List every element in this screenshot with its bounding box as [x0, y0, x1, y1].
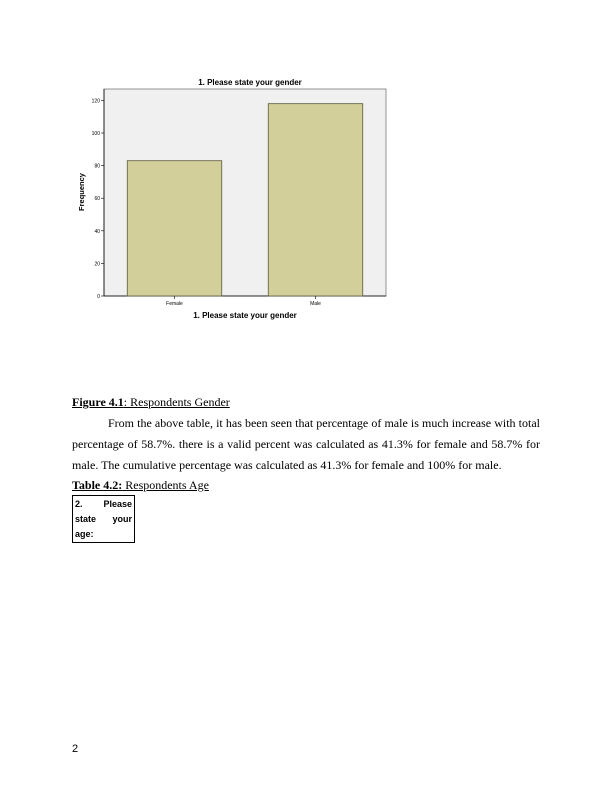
table-row — [75, 527, 132, 542]
figure-label: Figure 4.1 — [72, 395, 124, 409]
table-word: state — [75, 514, 97, 524]
table-row — [75, 512, 132, 527]
x-ticks — [166, 296, 321, 307]
y-axis-label: Frequency — [77, 173, 86, 211]
x-tick-label: Female — [166, 301, 183, 307]
chart-title: 1. Please state your gender — [198, 78, 302, 87]
table-label: Table 4.2: — [72, 478, 123, 492]
y-tick-label: 40 — [94, 228, 100, 235]
figure-caption-text: : Respondents Gender — [123, 395, 230, 409]
table-caption-text: Respondents Age — [122, 478, 209, 492]
bar-female — [127, 161, 221, 296]
table-caption — [72, 478, 209, 492]
bar-male — [268, 104, 362, 296]
gender-bar-chart — [72, 74, 402, 324]
x-axis-label: 1. Please state your gender — [193, 311, 297, 320]
chart-svg — [72, 74, 402, 324]
x-tick-label: Male — [310, 301, 321, 307]
table-word: Please — [103, 499, 132, 509]
page-number: 2 — [72, 743, 79, 755]
y-tick-label: 80 — [94, 163, 100, 170]
y-tick-label: 100 — [91, 131, 100, 138]
y-tick-label: 120 — [91, 98, 100, 105]
table-word: your — [112, 514, 132, 524]
age-table — [72, 495, 135, 543]
table-row — [75, 497, 132, 512]
table-word: age: — [75, 529, 94, 539]
y-tick-label: 20 — [94, 261, 100, 268]
table-word: 2. — [75, 499, 83, 509]
body-paragraph: From the above table, it has been seen that percentage of male is much increase with total percentage of 58.7%. there is a valid percent was calculated as 41.3% for female and 58.7% for male. The cumulative percentage was calculated as 41.3% for female and 100% for male. — [72, 416, 540, 472]
y-tick-label: 0 — [97, 294, 100, 300]
figure-caption — [72, 395, 230, 409]
y-tick-label: 60 — [94, 196, 100, 203]
y-ticks — [92, 98, 104, 300]
